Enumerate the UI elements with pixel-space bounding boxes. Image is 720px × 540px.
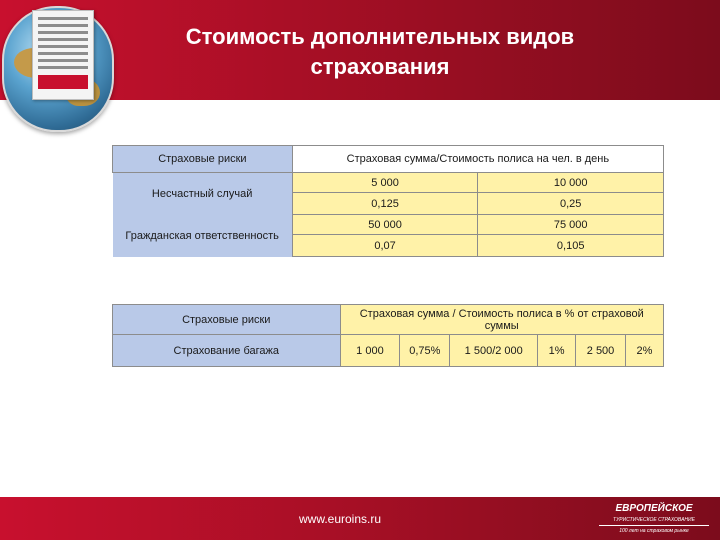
poster-red-band <box>38 75 88 89</box>
insured-sum-cell: 1 500/2 000 <box>450 335 538 367</box>
newspaper-poster-image <box>32 10 94 100</box>
logo-divider <box>599 525 709 526</box>
insured-sum-cell: 75 000 <box>478 215 664 235</box>
policy-cost-cell: 0,25 <box>478 193 664 215</box>
insured-sum-cell: 50 000 <box>292 215 478 235</box>
risk-name: Несчастный случай <box>113 173 293 215</box>
insured-sum-cell: 2 500 <box>576 335 626 367</box>
policy-cost-cell: 0,105 <box>478 235 664 257</box>
policy-cost-cell: 0,75% <box>400 335 450 367</box>
insured-sum-cell: 1 000 <box>340 335 400 367</box>
sum-column-header: Страховая сумма/Стоимость полиса на чел. в день <box>292 146 663 173</box>
risk-column-header: Страховые риски <box>113 146 293 173</box>
risk-name: Страхование багажа <box>113 335 341 367</box>
policy-cost-cell: 0,125 <box>292 193 478 215</box>
policy-cost-cell: 1% <box>538 335 576 367</box>
risk-column-header: Страховые риски <box>113 305 341 335</box>
accident-liability-table <box>112 145 664 257</box>
page-title <box>160 22 600 82</box>
risk-name: Гражданская ответственность <box>113 215 293 257</box>
logo-tagline: 100 лет на страховом рынке <box>619 528 689 534</box>
baggage-insurance-table <box>112 304 664 367</box>
sum-column-header: Страховая сумма / Стоимость полиса в % от страховой суммы <box>340 305 664 335</box>
poster-text-lines <box>38 17 88 73</box>
page-title-line2: страхования <box>310 54 450 79</box>
insured-sum-cell: 10 000 <box>478 173 664 193</box>
insured-sum-cell: 5 000 <box>292 173 478 193</box>
logo-name: ЕВРОПЕЙСКОЕ <box>615 503 693 514</box>
website-link[interactable]: www.euroins.ru <box>298 512 382 526</box>
policy-cost-cell: 2% <box>625 335 663 367</box>
footer-banner <box>0 497 720 540</box>
company-logo <box>595 501 713 537</box>
policy-cost-cell: 0,07 <box>292 235 478 257</box>
page-title-line1: Стоимость дополнительных видов <box>185 24 575 49</box>
logo-subtitle: ТУРИСТИЧЕСКОЕ СТРАХОВАНИЕ <box>613 517 695 523</box>
